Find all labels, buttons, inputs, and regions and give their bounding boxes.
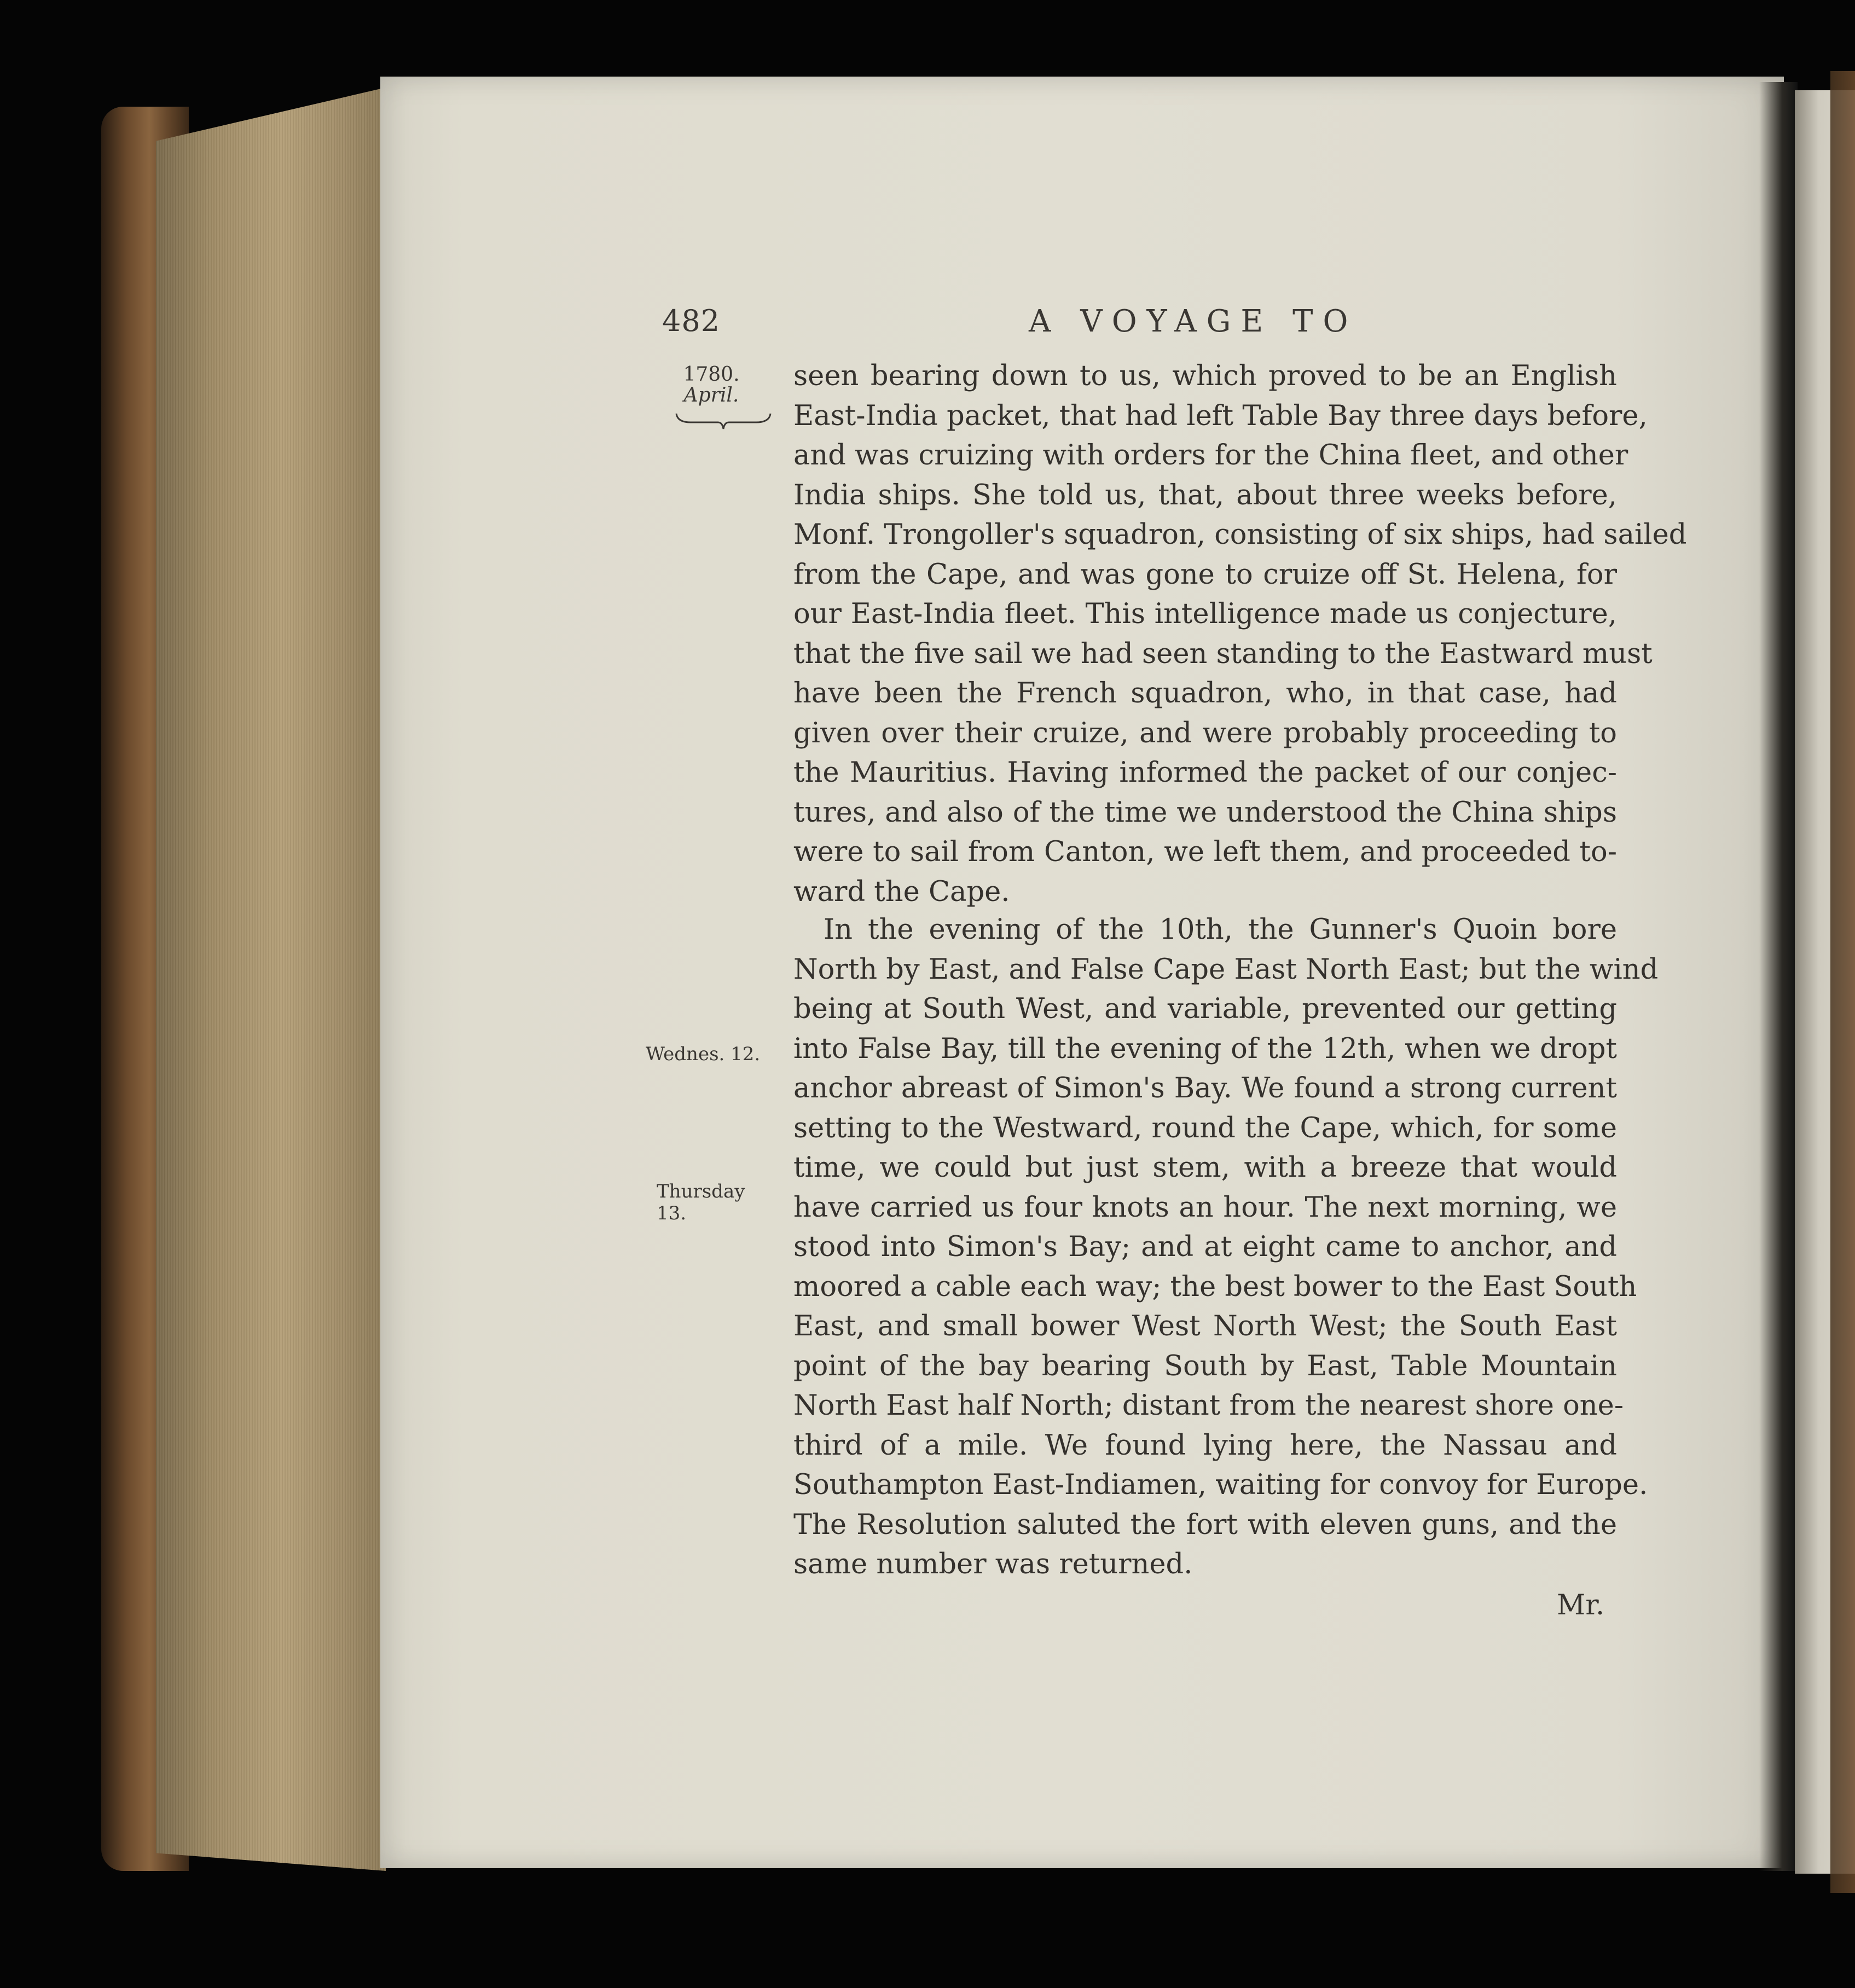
book-gutter	[1759, 82, 1798, 1871]
page-edges	[156, 88, 386, 1871]
text-line: third of a mile. We found lying here, the Nassau and	[793, 1429, 1617, 1462]
text-line: and was cruizing with orders for the China fleet, and other	[793, 439, 1628, 472]
text-line: our East-India fleet. This intelligence made us conjecture,	[793, 598, 1617, 630]
text-line: being at South West, and variable, prevented our getting	[793, 993, 1617, 1025]
margin-note-year: 1780.	[683, 363, 740, 386]
text-line: moored a cable each way; the best bower to the East South	[793, 1270, 1637, 1303]
text-line: anchor abreast of Simon's Bay. We found a strong current	[793, 1072, 1617, 1105]
text-line: were to sail from Canton, we left them, and proceeded to-	[793, 836, 1617, 868]
running-head: A VOYAGE TO	[1029, 304, 1358, 339]
margin-note-wednesday: Wednes. 12.	[646, 1043, 761, 1065]
text-line: Southampton East-Indiamen, waiting for convoy for Europe.	[793, 1469, 1648, 1501]
text-line: East, and small bower West North West; the South East	[793, 1310, 1617, 1342]
text-line: stood into Simon's Bay; and at eight came to anchor, and	[793, 1231, 1617, 1263]
text-line: the Mauritius. Having informed the packet of our conjec-	[793, 757, 1617, 789]
page-number: 482	[662, 304, 721, 338]
text-line: The Resolution saluted the fort with eleven guns, and the	[793, 1508, 1617, 1541]
text-line: into False Bay, till the evening of the 12th, when we dropt	[793, 1032, 1617, 1065]
margin-note-month: April.	[683, 384, 739, 406]
paragraph-2	[793, 910, 1659, 1585]
text-line: India ships. She told us, that, about three weeks before,	[793, 479, 1617, 511]
paragraph-1	[793, 357, 1687, 912]
text-line: from the Cape, and was gone to cruize off St. Helena, for	[793, 558, 1617, 591]
text-line: have carried us four knots an hour. The next morning, we	[793, 1191, 1617, 1224]
text-line: East-India packet, that had left Table Bay three days before,	[793, 399, 1648, 432]
book-cover-right	[1830, 71, 1855, 1893]
text-line: North by East, and False Cape East North East; but the wind	[793, 953, 1659, 986]
text-line: tures, and also of the time we understood the China ships	[793, 796, 1617, 829]
text-line: Monf. Trongoller's squadron, consisting of six ships, had sailed	[793, 519, 1687, 551]
catchword: Mr.	[1557, 1589, 1605, 1621]
text-line: same number was returned.	[793, 1548, 1193, 1580]
text-line: setting to the Westward, round the Cape, which, for some	[793, 1112, 1617, 1144]
text-line: given over their cruize, and were probably proceeding to	[793, 717, 1617, 749]
text-line: seen bearing down to us, which proved to be an English	[793, 360, 1617, 392]
text-line: In the evening of the 10th, the Gunner's Quoin bore	[824, 914, 1617, 946]
text-line: have been the French squadron, who, in that case, had	[793, 677, 1617, 710]
text-line: North East half North; distant from the nearest shore one-	[793, 1390, 1624, 1422]
margin-note-thursday: Thursday 13.	[657, 1181, 745, 1224]
text-line: time, we could but just stem, with a breeze that would	[793, 1152, 1617, 1184]
text-line: that the five sail we had seen standing to the Eastward must	[793, 637, 1653, 670]
text-line: ward the Cape.	[793, 875, 1010, 908]
text-line: point of the bay bearing South by East, Table Mountain	[793, 1350, 1617, 1382]
margin-brace-icon	[674, 410, 773, 432]
